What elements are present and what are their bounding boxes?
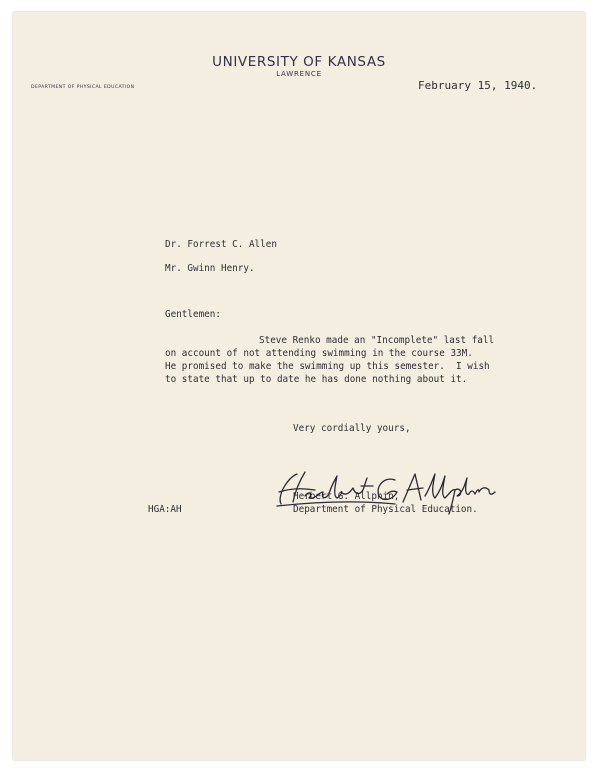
body-line-1: Steve Renko made an "Incomplete" last fall bbox=[259, 335, 495, 346]
letterhead-institution: UNIVERSITY OF KANSAS bbox=[212, 54, 386, 70]
letter-page bbox=[13, 12, 585, 760]
body-line-4: to state that up to date he has done nothing about it. bbox=[165, 374, 468, 385]
letterhead-department: DEPARTMENT OF PHYSICAL EDUCATION bbox=[31, 85, 135, 90]
salutation: Gentlemen: bbox=[165, 309, 221, 320]
letterhead-city: LAWRENCE bbox=[276, 70, 322, 78]
letter-date: February 15, 1940. bbox=[418, 79, 538, 92]
recipient-1: Dr. Forrest C. Allen bbox=[165, 239, 277, 250]
typist-initials: HGA:AH bbox=[148, 504, 182, 515]
body-line-2: on account of not attending swimming in the course 33M. bbox=[165, 348, 473, 359]
closing: Very cordially yours, bbox=[293, 423, 411, 434]
recipient-2: Mr. Gwinn Henry. bbox=[165, 263, 255, 274]
signer-name: Herbert G. Allphin, bbox=[293, 491, 400, 502]
body-line-3: He promised to make the swimming up this semester. I wish bbox=[165, 361, 490, 372]
signer-title: Department of Physical Education. bbox=[293, 504, 478, 515]
